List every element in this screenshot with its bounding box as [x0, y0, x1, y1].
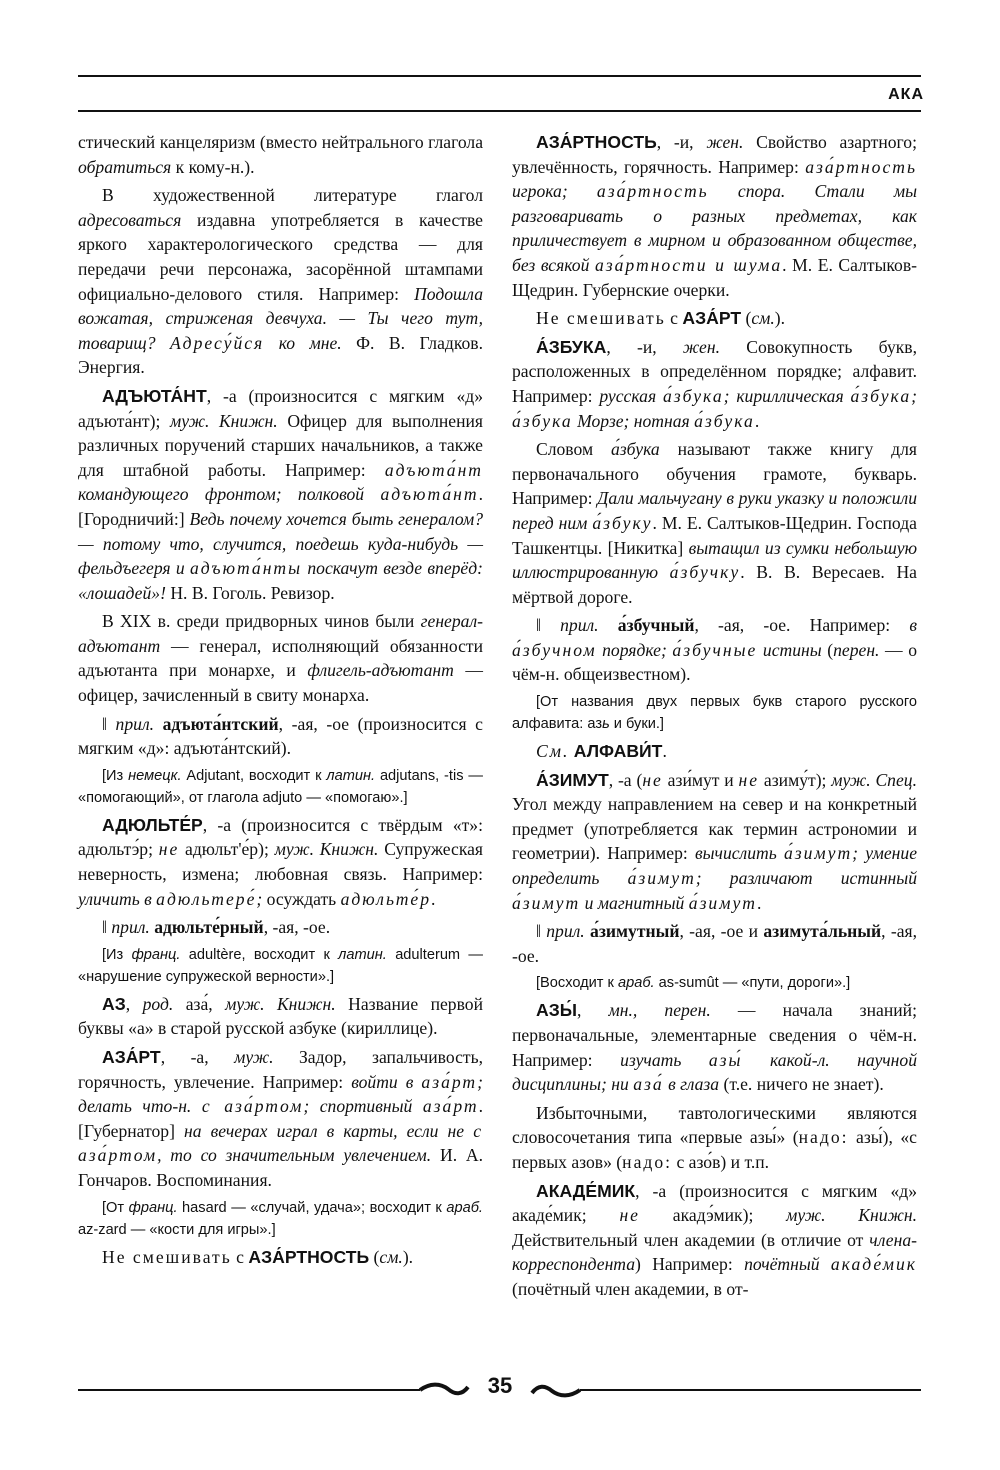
text-run: командующего фронтом; полковой [78, 484, 381, 505]
text-run: см. [751, 308, 775, 329]
text-run: , то со значительным увлечением. [157, 1145, 432, 1166]
text-run: [Из [102, 767, 129, 784]
text-run: вычислить [695, 843, 784, 864]
text-run: аза́ртность [596, 181, 709, 202]
running-head: АКА [888, 86, 924, 103]
headword: АЗА́РТНОСТЬ [536, 132, 657, 152]
text-run: , -ая, -ое. [263, 917, 331, 938]
text-run: обратиться [78, 156, 172, 177]
text-run: на вечерах играл в карты, если не [184, 1120, 474, 1141]
flourish-right-icon [532, 1387, 580, 1396]
text-run: а́зимутный [590, 921, 680, 942]
right-paragraph [512, 998, 917, 1096]
header-rule-bottom [78, 110, 921, 112]
text-run: стический канцеляризм (вместо нейтрального глагола [78, 132, 483, 152]
text-run: Совокупность букв, расположенных в определённом порядке; алфавит. Например: [512, 336, 918, 406]
left-paragraph [78, 1245, 483, 1270]
text-run: адюльтере́ [156, 888, 257, 909]
text-run: ‖ [102, 917, 112, 938]
text-run: И. А. Гончаров. Воспоминания. [78, 1145, 483, 1190]
text-run: адюльте́рный [154, 917, 264, 938]
text-run: не [642, 769, 663, 790]
headword: АЗА́РТ [102, 1047, 161, 1067]
text-run: ‖ [536, 615, 561, 636]
text-run: прил. [111, 917, 150, 938]
text-run: ; кириллическая [723, 385, 851, 406]
text-run: перен. [833, 639, 880, 660]
text-run: адъюта́нт [384, 459, 483, 480]
text-run: адъюта́нты [189, 558, 303, 579]
text-run: [От [102, 1199, 129, 1216]
text-run: . [754, 410, 760, 431]
text-run: русская [599, 385, 663, 406]
text-run: адюльте́р [340, 888, 432, 909]
text-run: — генерал, исполняющий обязанности адъютанта при монархе, и [78, 635, 483, 681]
right-paragraph [512, 972, 917, 994]
text-run: Свойство азартного; увлечённость, горячность. Например: [512, 132, 917, 177]
text-run: Угол между направлением на север и на конкретный предмет (употребляется как термин астрономии и геометрии). Например: [512, 794, 917, 864]
text-run: адресоваться [78, 209, 182, 230]
right-paragraph [512, 919, 917, 968]
text-run: Действительный член академии (в отличие от [512, 1229, 870, 1250]
text-run: аза́рт [421, 1071, 478, 1092]
text-run: почётный [744, 1254, 831, 1275]
text-run: Ф. В. Гладков. Энергия. [78, 332, 483, 378]
text-run: а́збучный [617, 615, 695, 636]
text-run: ). [774, 308, 786, 329]
text-run: В XIX в. среди придворных чинов были [102, 611, 421, 632]
text-run: араб. [446, 1199, 483, 1216]
text-run: не [158, 839, 180, 860]
text-run: — о чём-н. общеизвестном). [512, 639, 917, 685]
text-run: а́збучные [672, 639, 758, 660]
left-paragraph [78, 130, 483, 179]
text-run: , -а ( [608, 769, 643, 790]
text-run: ). [402, 1246, 414, 1267]
right-paragraph [512, 739, 917, 764]
text-run: муж. Книжн. [225, 993, 336, 1014]
text-run: , -и, [656, 132, 707, 152]
text-run: а́збучку [669, 562, 741, 583]
right-paragraph [512, 1179, 917, 1302]
text-run: , -а (произносится с мягким «д» адъюта́нт); [78, 385, 483, 431]
text-run: аза́, [173, 993, 226, 1014]
text-run: а́збука [512, 410, 573, 431]
text-run: прил. [560, 615, 599, 636]
headword: АЗА́РТНОСТЬ [248, 1246, 370, 1267]
left-paragraph [78, 384, 483, 605]
text-run: муж. Спец. [831, 769, 917, 790]
text-run: ; различают истинный [695, 868, 917, 889]
text-run: а́зимут [783, 843, 853, 864]
text-run: . [Губернатор] [78, 1096, 483, 1141]
text-run: с [665, 308, 683, 329]
text-run: Название первой буквы «а» в старой русской азбуке (кириллице). [78, 993, 484, 1039]
text-run: род. [142, 993, 174, 1014]
headword: А́ЗБУКА [536, 336, 607, 357]
text-run: Морзе; нотная [572, 410, 695, 431]
text-run: азы́ [708, 1049, 743, 1070]
text-run: hasard — «случай, удача»; восходит к [177, 1199, 447, 1216]
text-run: в [909, 615, 917, 636]
text-run: ь [602, 716, 610, 733]
text-run: адюльт'е́р); [179, 839, 275, 860]
text-run: ; [256, 888, 267, 909]
text-run: в глаза [663, 1074, 720, 1095]
text-run: какой-л. научной дисциплины; ни [512, 1049, 918, 1095]
text-run: adjutans, -tis — «помогающий», от глагола adjuto — «помогаю».] [78, 767, 483, 806]
text-run: надо: [622, 1151, 673, 1172]
text-run: адъюта́нтский [162, 713, 279, 734]
text-run: [Восходит к [536, 975, 618, 992]
right-column [512, 130, 917, 1306]
text-run: уличить в [78, 888, 157, 909]
text-run: войти в [351, 1071, 422, 1092]
headword: АДЪЮТА́НТ [102, 385, 207, 406]
text-run: адъюта́нт [380, 484, 479, 505]
text-run: муж. [234, 1047, 274, 1067]
text-run: , [125, 993, 143, 1014]
text-run: , -а (произносится с мягким «д» акаде́мик; [512, 1180, 917, 1226]
left-paragraph [78, 1197, 483, 1241]
right-paragraph [512, 613, 917, 687]
left-column [78, 130, 483, 1273]
text-run: муж. Книжн. [169, 410, 278, 431]
text-run: Адресу́йся [169, 332, 265, 353]
left-paragraph [78, 609, 483, 707]
text-run: ( [741, 308, 752, 329]
text-run: ‖ [102, 713, 116, 734]
text-run: ; [911, 385, 917, 406]
text-run: акадэ́мик); [640, 1205, 787, 1226]
text-run: adultère, восходит к [180, 946, 339, 963]
left-paragraph [78, 183, 483, 380]
text-run: с аза́ртом [201, 1096, 304, 1117]
headword: АЗА́РТ [682, 308, 742, 329]
text-run: а́збука [694, 410, 755, 431]
text-run: и магнитный [580, 892, 689, 913]
page-number: 35 [487, 1373, 513, 1398]
text-run: Избыточными, тавтологическими являются словосочетания типа «первые азы́» ( [512, 1102, 917, 1148]
text-run: [Из [102, 946, 132, 963]
text-run: члена-корреспондента [512, 1229, 917, 1275]
text-run: акаде́мик [830, 1254, 917, 1275]
text-run: изучать [620, 1049, 709, 1070]
text-run: . В. В. Вересаев. На мёртвой дороге. [512, 562, 917, 607]
text-run: к кому-н.). [171, 156, 259, 177]
right-paragraph [512, 437, 917, 609]
text-run: , -ая, -ое (произносится с мягким «д»: адъюта́нтский). [78, 713, 483, 759]
left-paragraph [78, 915, 483, 940]
text-run: порядке; [596, 639, 673, 660]
headword: А́ЗИМУТ [536, 769, 609, 790]
text-run: Офицер для выполнения различных поручений старших начальников, а также для штабной работы. Например: [78, 410, 483, 480]
text-run: , -ая, -ое. [512, 921, 918, 966]
text-run: См. [536, 741, 570, 762]
text-run: см. [379, 1246, 403, 1267]
text-run: . [431, 888, 436, 909]
text-run: прил. [115, 713, 155, 734]
text-run: с [231, 1246, 249, 1267]
left-paragraph [78, 992, 483, 1041]
text-run: Не смешивать [102, 1246, 232, 1267]
text-run: не [738, 769, 760, 790]
text-run: ; умение определить [512, 843, 918, 889]
text-run: поскачут везде вперёд: «лошадей»! [78, 558, 483, 603]
text-run: не [619, 1205, 640, 1226]
text-run: ази́мут и [662, 769, 739, 790]
text-run: а́зимут [512, 892, 581, 913]
text-run: а́зимут [688, 892, 757, 913]
text-run: и буки.] [609, 716, 664, 733]
text-run: надо: [798, 1127, 849, 1148]
text-run: мн., перен. [608, 1000, 711, 1021]
text-run: игрока; [512, 181, 597, 202]
text-run: а́зимут [627, 868, 696, 889]
text-run: прил. [546, 921, 585, 942]
text-run: истины [757, 639, 822, 660]
text-run: ( [369, 1246, 380, 1267]
text-run: муж. Книжн. [786, 1205, 918, 1226]
text-run: Дали мальчугану в руки указку и положили перед ним [512, 488, 917, 533]
text-run: латин. [338, 946, 387, 963]
header-rule-top [78, 75, 921, 77]
text-run: Задор, запальчивость, горячность, увлечение. Например: [78, 1047, 484, 1092]
text-run: — офицер, зачисленный в свиту монарха. [78, 660, 483, 706]
text-run: а́збуку [592, 512, 653, 533]
left-paragraph [78, 712, 483, 761]
text-run: спора. Стали мы разговаривать о разных предметах, как приличествует в мирном и образованном обществе, без всякой [512, 181, 917, 275]
text-run: аза́рт [422, 1096, 479, 1117]
text-run: а́збука [850, 385, 912, 406]
headword: АКАДЕ́МИК [536, 1180, 636, 1201]
text-run [154, 714, 163, 734]
text-run [599, 615, 618, 635]
text-run: , -ая, -ое и [679, 921, 764, 942]
text-run: , [576, 1000, 609, 1021]
left-paragraph [78, 944, 483, 988]
text-run: азиму́т); [759, 769, 832, 790]
text-run: жен. [706, 132, 744, 152]
text-run: Словом [536, 439, 611, 460]
text-run: adulterum — «нарушение супружеской верности».] [78, 946, 483, 985]
text-run: флигель-адъютант [307, 660, 454, 681]
text-run: Подошла вожатая, стриженая девчуха. — Ты чего тут, товарищ? [78, 283, 483, 353]
right-paragraph [512, 335, 917, 433]
text-run: франц. [128, 1199, 178, 1216]
text-run: ко мне. [264, 332, 342, 353]
text-run: аза́ртности и шума [594, 254, 783, 275]
text-run: as-sumût — «пути, дороги».] [654, 975, 851, 992]
text-run: Ведь почему хочется быть генералом? — потому что, случится, поедешь куда-нибудь — фельдъегеря и [78, 508, 483, 579]
text-run: ‖ [536, 921, 547, 942]
text-run: генерал-адъютант [78, 611, 483, 656]
text-run: Супружеская неверность, измена; любовная связь. Например: [78, 839, 483, 885]
text-run: , -и, [606, 336, 683, 357]
headword: АЗ [102, 993, 126, 1014]
right-paragraph [512, 691, 917, 735]
text-run: . [662, 741, 667, 762]
text-run: Не смешивать [536, 308, 666, 329]
text-run: латин. [326, 767, 376, 784]
text-run: — начала знаний; первоначальные, элементарные сведения о чём-н. Например: [512, 1000, 917, 1070]
right-paragraph [512, 768, 917, 916]
right-paragraph [512, 1101, 917, 1175]
text-run: издавна употребляется в качестве яркого характерологического средства — для передачи речи персонажа, засорённой штампами официально-делового стиля. Например: [78, 209, 483, 304]
text-run: вытащил из сумки небольшую иллюстрированную [512, 537, 917, 583]
text-run: жен. [682, 336, 720, 357]
text-run: аза́ [633, 1074, 664, 1095]
text-run: азы́), «с первых азов» ( [512, 1127, 917, 1172]
headword: АДЮЛЬТЕ́Р [102, 814, 203, 835]
text-run: , -а (произносится с твёрдым «т»: адюльтэ́р; [78, 814, 483, 860]
text-run: [От названия двух первых букв старого русского алфавита: аз [512, 694, 917, 733]
text-run: . М. Е. Салтыков-Щедрин. Господа Ташкентцы. [Никитка] [512, 512, 917, 558]
text-run: а́збука [611, 439, 660, 460]
right-paragraph [512, 306, 917, 331]
text-run: ; делать что-н. [78, 1071, 483, 1117]
text-run: а́збука [662, 385, 724, 406]
text-run: (т.е. ничего не знает). [719, 1074, 884, 1095]
text-run: . М. Е. Салтыков-Щедрин. Губернские очерки. [512, 254, 918, 300]
text-run: az-zard — «кости для игры».] [78, 1221, 276, 1238]
flourish-left-icon [420, 1385, 468, 1394]
headword: АЛФАВИ́Т [573, 741, 663, 762]
text-run: а́збучном [512, 639, 597, 660]
text-run: араб. [617, 975, 655, 992]
text-run: Н. В. Гоголь. Ревизор. [165, 582, 335, 603]
text-run: , -а, [160, 1047, 235, 1067]
text-run: В художественной литературе глагол [102, 185, 483, 206]
text-run: азимута́льный [763, 921, 882, 942]
right-paragraph [512, 130, 917, 302]
text-run: ; спортивный [303, 1096, 423, 1117]
text-run: с аза́ртом [78, 1120, 483, 1166]
text-run: франц. [131, 946, 181, 963]
text-run: аза́ртность [805, 156, 917, 177]
text-run: называют также книгу для первоначального обучения грамоте, букварь. Например: [512, 439, 917, 509]
text-run: осуждать [266, 888, 341, 909]
left-paragraph [78, 813, 483, 911]
text-run: ) Например: [635, 1254, 745, 1275]
text-run: муж. Книжн. [274, 839, 379, 860]
headword: АЗЫ́ [536, 1000, 577, 1021]
text-run: немецк. [128, 767, 182, 784]
text-run: . [756, 892, 762, 913]
text-run: Adjutant, восходит к [181, 767, 327, 784]
text-run: ( [821, 639, 834, 660]
text-run: . [Городничий:] [78, 484, 483, 529]
left-paragraph [78, 765, 483, 809]
text-run: , -ая, -ое. Например: [694, 615, 910, 636]
text-run: с азо́в) и т.п. [672, 1151, 770, 1172]
text-run: (почётный член академии, в от- [512, 1278, 749, 1299]
left-paragraph [78, 1045, 483, 1193]
